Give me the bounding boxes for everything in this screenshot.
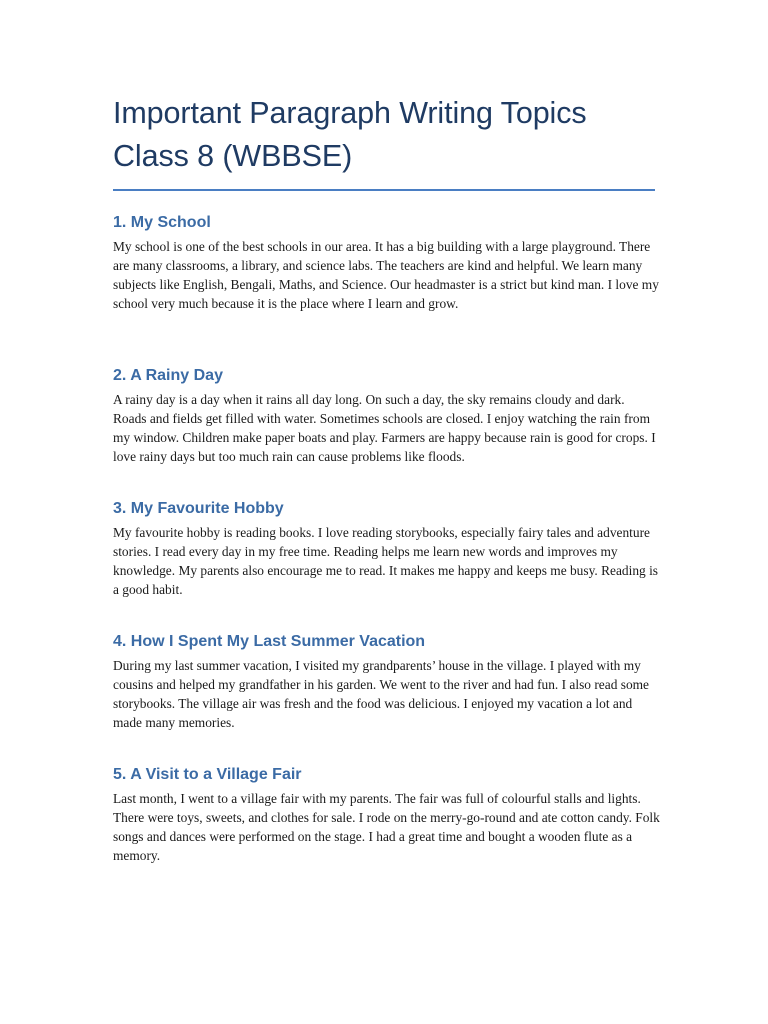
document-title xyxy=(113,92,655,178)
title-underline xyxy=(113,189,655,191)
section-heading: 4. How I Spent My Last Summer Vacation xyxy=(113,633,426,650)
section-paragraph: My favourite hobby is reading books. I love reading storybooks, especially fairy tales and adventure stories. I read every day in my free time. Reading helps me learn new words and improves my knowledge. My parents also encourage me to read. It makes me happy and keeps me busy. Reading is a good habit. xyxy=(113,525,659,598)
section-summer-vacation xyxy=(113,632,661,732)
title-line-1: Important Paragraph Writing Topics xyxy=(113,96,587,130)
section-paragraph: During my last summer vacation, I visited my grandparents’ house in the village. I played with my cousins and helped my grandfather in his garden. We went to the river and had fun. I also read some storybooks. The village air was fresh and the food was delicious. I enjoyed my vacation a lot and made many memories. xyxy=(113,658,649,731)
document-page xyxy=(113,92,660,864)
section-heading: 3. My Favourite Hobby xyxy=(113,500,284,517)
section-paragraph: Last month, I went to a village fair with my parents. The fair was full of colourful stalls and lights. There were toys, sweets, and clothes for sale. I rode on the merry-go-round and ate cotton candy. Folk songs and dances were performed on the stage. I had a great time and bought a wooden flute as a memory. xyxy=(113,791,660,864)
section-heading: 5. A Visit to a Village Fair xyxy=(113,766,302,783)
section-rainy-day xyxy=(113,366,661,466)
section-favourite-hobby xyxy=(113,499,661,599)
section-heading: 2. A Rainy Day xyxy=(113,367,223,384)
section-village-fair xyxy=(113,765,661,865)
section-heading: 1. My School xyxy=(113,214,211,231)
section-my-school xyxy=(113,213,661,313)
section-paragraph: A rainy day is a day when it rains all day long. On such a day, the sky remains cloudy and dark. Roads and fields get filled with water. Sometimes schools are closed. I enjoy watching the rain from my window. Children make paper boats and play. Farmers are happy because rain is good for crops. I love rainy days but too much rain can cause problems like floods. xyxy=(113,392,656,465)
title-line-2: Class 8 (WBBSE) xyxy=(113,139,353,173)
section-paragraph: My school is one of the best schools in our area. It has a big building with a large playground. There are many classrooms, a library, and science labs. The teachers are kind and helpful. We learn many subjects like English, Bengali, Maths, and Science. Our headmaster is a strict but kind man. I love my school very much because it is the place where I learn and grow. xyxy=(113,239,659,312)
